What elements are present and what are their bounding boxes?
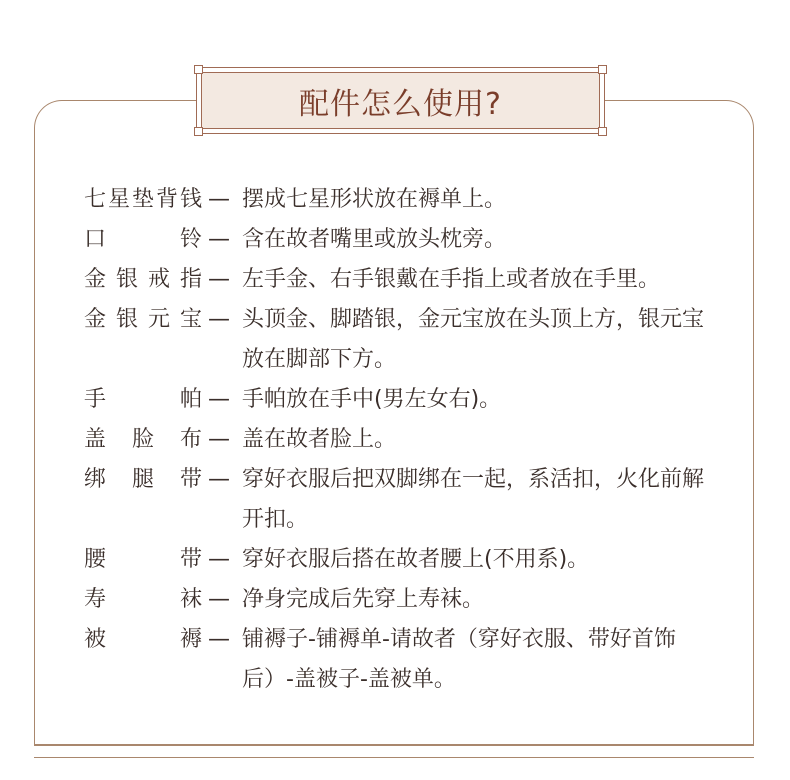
item-term: 被 褥 [84,627,202,652]
item-term: 盖 脸 布 [84,427,202,452]
list-item [84,460,724,540]
item-dash: — [208,627,230,652]
item-dash: — [208,387,230,412]
list-item [84,220,724,260]
list-item [84,580,724,620]
item-description: 手帕放在手中(男左女右)。 [242,387,502,412]
item-dash: — [208,307,230,332]
item-term: 金 银 元 宝 [84,307,202,332]
bottom-divider [34,757,754,758]
item-dash: — [208,187,230,212]
list-item [84,540,724,580]
item-description: 摆成七星形状放在褥单上。 [242,187,507,212]
item-term: 寿 袜 [84,587,202,612]
list-item [84,420,724,460]
item-description: 铺褥子-铺褥单-请故者（穿好衣服、带好首饰后）-盖被子-盖被单。 [242,627,676,692]
item-term: 绑 腿 带 [84,467,202,492]
accessory-usage-list [84,180,724,700]
item-description: 左手金、右手银戴在手指上或者放在手里。 [242,267,661,292]
item-term: 腰 带 [84,547,202,572]
item-term: 手 帕 [84,387,202,412]
item-description: 含在故者嘴里或放头枕旁。 [242,227,507,252]
item-dash: — [208,427,230,452]
list-item [84,380,724,420]
item-term: 七 星 垫 背 钱 [84,187,202,212]
item-dash: — [208,587,230,612]
page-title: 配件怎么使用? [299,86,502,122]
item-description: 穿好衣服后搭在故者腰上(不用系)。 [242,547,590,572]
list-item [84,300,724,380]
list-item [84,180,724,220]
title-plaque [196,67,605,134]
item-description: 净身完成后先穿上寿袜。 [242,587,485,612]
item-dash: — [208,467,230,492]
item-description: 头顶金、脚踏银，金元宝放在头顶上方，银元宝放在脚部下方。 [242,307,705,372]
item-description: 盖在故者脸上。 [242,427,397,452]
item-dash: — [208,267,230,292]
item-dash: — [208,227,230,252]
list-item [84,620,724,700]
item-dash: — [208,547,230,572]
list-item [84,260,724,300]
item-term: 金 银 戒 指 [84,267,202,292]
item-description: 穿好衣服后把双脚绑在一起，系活扣，火化前解开扣。 [242,467,705,532]
item-term: 口 铃 [84,227,202,252]
